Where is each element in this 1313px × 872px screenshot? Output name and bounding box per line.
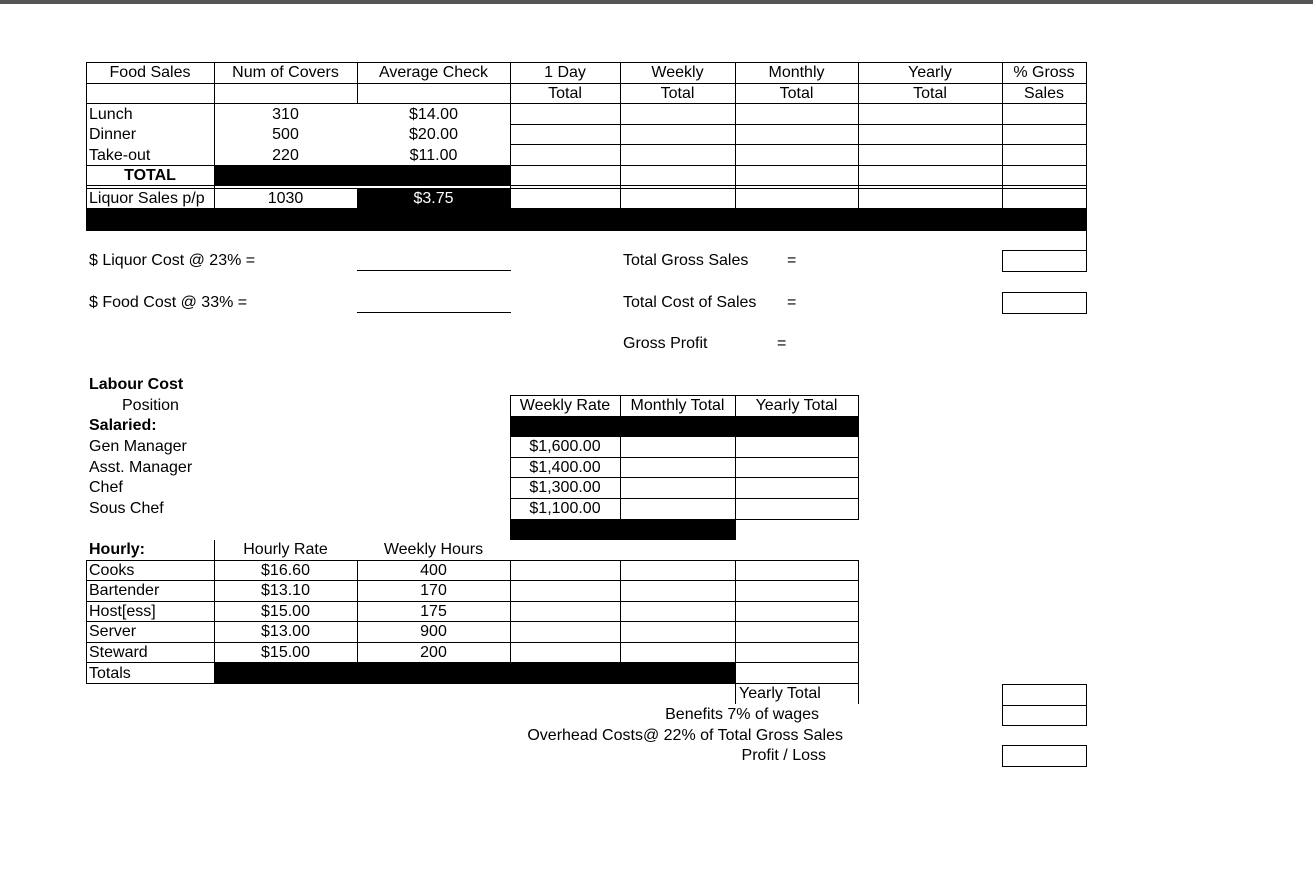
sales-table-line <box>510 144 1087 145</box>
salaried-label: Salaried: <box>89 417 157 434</box>
section-divider-bar <box>86 208 1087 231</box>
salaried-position: Gen Manager <box>89 438 187 455</box>
hourly-hours: 170 <box>420 582 447 599</box>
hourly-position: Steward <box>89 644 148 661</box>
sales-row-check: $20.00 <box>409 126 458 143</box>
summary-benefits: Benefits 7% of wages <box>665 706 819 723</box>
hourly-position: Server <box>89 623 137 640</box>
sales-table-line <box>510 124 1087 125</box>
salaried-weekly-rate: $1,600.00 <box>529 438 601 455</box>
header-1-day-total: Total <box>548 85 582 102</box>
salaried-table-line <box>858 395 859 520</box>
header-average-check: Average Check <box>378 64 489 81</box>
summary-overhead: Overhead Costs@ 22% of Total Gross Sales <box>527 727 843 744</box>
salaried-position: Sous Chef <box>89 500 164 517</box>
liquor-cost-underline <box>357 270 511 271</box>
hourly-totals-shading <box>214 662 736 684</box>
header-monthly: Monthly <box>768 64 825 81</box>
hourly-position: Host[ess] <box>89 603 156 620</box>
sales-row-label: Dinner <box>89 126 137 143</box>
header-monthly-total-salaried: Monthly Total <box>630 397 725 414</box>
gross-profit-label: Gross Profit <box>623 335 708 352</box>
total-gross-sales-label: Total Gross Sales <box>623 252 749 269</box>
sales-row-check: $14.00 <box>409 106 458 123</box>
salaried-header-shading <box>510 416 859 437</box>
header-weekly-total: Total <box>660 85 695 102</box>
hourly-hours: 400 <box>420 562 447 579</box>
header-yearly-total: Total <box>913 85 947 102</box>
profit-loss-box <box>1002 745 1087 767</box>
hourly-rate: $13.00 <box>261 623 310 640</box>
salaried-weekly-rate: $1,300.00 <box>529 479 601 496</box>
gross-profit-equals: = <box>777 335 787 352</box>
salaried-position: Asst. Manager <box>89 459 193 476</box>
salaried-weekly-rate: $1,400.00 <box>529 459 601 476</box>
summary-yearly-total: Yearly Total <box>739 685 821 702</box>
total-gross-sales-box <box>1002 250 1087 272</box>
header-num-covers: Num of Covers <box>232 64 339 81</box>
hourly-rate: $16.60 <box>261 562 310 579</box>
liquor-sales-check: $3.75 <box>413 190 454 207</box>
hourly-rate: $13.10 <box>261 582 310 599</box>
sales-total-label: TOTAL <box>124 167 176 184</box>
header-food-sales: Food Sales <box>109 64 191 81</box>
salaried-position: Chef <box>89 479 123 496</box>
liquor-sales-covers: 1030 <box>267 190 304 207</box>
viewer-top-border <box>0 0 1313 4</box>
sales-row-covers: 220 <box>272 147 299 164</box>
total-cost-of-sales-label: Total Cost of Sales <box>623 294 757 311</box>
sales-row-check: $11.00 <box>409 147 458 164</box>
hourly-rate: $15.00 <box>261 603 310 620</box>
hourly-table-line <box>620 560 621 663</box>
hourly-table-line <box>86 560 87 684</box>
sales-row-covers: 310 <box>272 106 299 123</box>
sales-row-label: Lunch <box>89 106 133 123</box>
sales-row-label: Take-out <box>89 147 151 164</box>
header-weekly: Weekly <box>651 64 704 81</box>
food-cost-underline <box>357 312 511 313</box>
benefits-box <box>1002 705 1087 726</box>
liquor-sales-label: Liquor Sales p/p <box>89 190 205 207</box>
salaried-weekly-rate: $1,100.00 <box>529 500 601 517</box>
header-pct-sales: Sales <box>1023 85 1065 102</box>
header-weekly-rate: Weekly Rate <box>519 397 611 414</box>
liquor-cost-label: $ Liquor Cost @ 23% = <box>89 252 256 269</box>
header-yearly-total-salaried: Yearly Total <box>755 397 838 414</box>
header-weekly-hours: Weekly Hours <box>383 541 484 558</box>
hourly-rate: $15.00 <box>261 644 310 661</box>
hourly-position: Bartender <box>89 582 160 599</box>
hourly-totals-label: Totals <box>89 665 131 682</box>
hourly-hours: 900 <box>420 623 447 640</box>
salaried-total-shading <box>510 519 736 540</box>
total-row-shading <box>214 165 510 186</box>
summary-profit-loss: Profit / Loss <box>741 747 826 764</box>
header-1-day: 1 Day <box>544 64 586 81</box>
total-cost-of-sales-equals: = <box>787 294 797 311</box>
yearly-total-box <box>1002 684 1087 706</box>
header-pct-gross: % Gross <box>1013 64 1075 81</box>
header-monthly-total: Total <box>779 85 814 102</box>
position-label: Position <box>122 397 179 414</box>
header-yearly: Yearly <box>908 64 952 81</box>
sales-table-line <box>86 62 87 208</box>
sales-table-line <box>1086 62 1087 208</box>
food-cost-label: $ Food Cost @ 33% = <box>89 294 248 311</box>
total-gross-sales-equals: = <box>787 252 797 269</box>
total-cost-of-sales-box <box>1002 292 1087 314</box>
gross-box-connector <box>1086 231 1087 251</box>
hourly-table-line <box>858 560 859 704</box>
hourly-position: Cooks <box>89 562 135 579</box>
hourly-table-line <box>510 560 511 663</box>
sales-row-covers: 500 <box>272 126 299 143</box>
labour-cost-title: Labour Cost <box>89 376 184 393</box>
header-hourly-rate: Hourly Rate <box>243 541 328 558</box>
hourly-hours: 175 <box>420 603 447 620</box>
hourly-label: Hourly: <box>89 541 145 558</box>
hourly-hours: 200 <box>420 644 447 661</box>
